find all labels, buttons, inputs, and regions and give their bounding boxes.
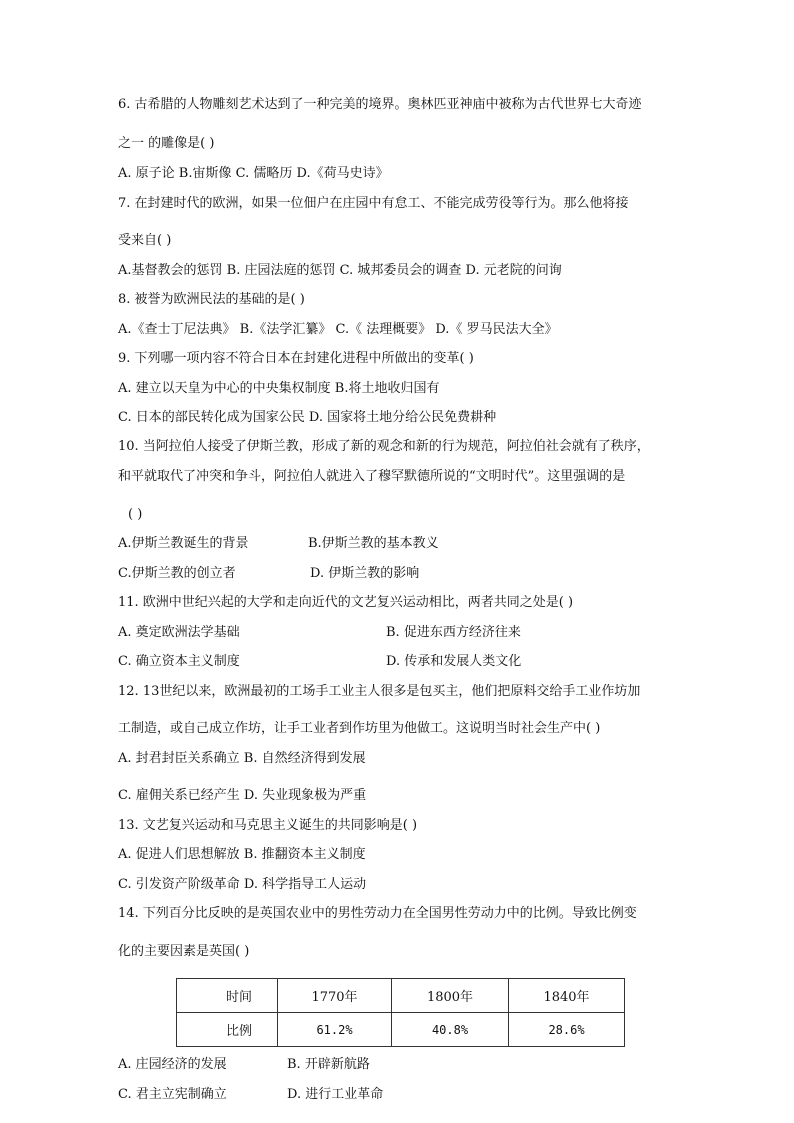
table-header-cell: 1840年 [509,979,625,1013]
q10-stem-line1: 10. 当阿拉伯人接受了伊斯兰教，形成了新的观念和新的行为规范，阿拉伯社会就有了秩序， [118,439,650,454]
q11-option-a: A. 奠定欧洲法学基础 [118,625,240,640]
table-cell: 28.6% [509,1013,625,1047]
q10-option-b: B.伊斯兰教的基本教义 [308,536,439,551]
table-cell: 比例 [177,1013,278,1047]
q13-stem: 13. 文艺复兴运动和马克思主义诞生的共同影响是( ) [118,818,418,833]
q7-stem-line1: 7. 在封建时代的欧洲，如果一位佃户在庄园中有怠工、不能完成劳役等行为。那么他将接 [118,196,629,211]
labor-ratio-table [176,978,625,1047]
q10-option-a: A.伊斯兰教诞生的背景 [118,536,249,551]
q11-option-b: B. 促进东西方经济往来 [386,625,521,640]
q12-stem-line1: 12. 13世纪以来，欧洲最初的工场手工业主人很多是包买主，他们把原料交给手工业作坊加 [118,684,641,699]
q10-option-c: C.伊斯兰教的创立者 [118,566,236,581]
q7-options: A.基督教会的惩罚 B. 庄园法庭的惩罚 C. 城邦委员会的调查 D. 元老院的问询 [118,263,562,278]
table-header-cell: 1800年 [392,979,509,1013]
q9-options-row1: A. 建立以天皇为中心的中央集权制度 B.将土地收归国有 [118,381,440,396]
table-cell: 61.2% [278,1013,392,1047]
q14-option-d: D. 进行工业革命 [287,1087,384,1102]
q12-options-row2: C. 雇佣关系已经产生 D. 失业现象极为严重 [118,788,367,803]
q10-option-d: D. 伊斯兰教的影响 [310,566,420,581]
q13-options-row2: C. 引发资产阶级革命 D. 科学指导工人运动 [118,877,367,892]
q12-stem-line2: 工制造，或自己成立作坊，让手工业者到作坊里为他做工。这说明当时社会生产中( ) [118,721,601,736]
q14-option-a: A. 庄园经济的发展 [118,1057,227,1072]
q6-options: A. 原子论 B.宙斯像 C. 儒略历 D.《荷马史诗》 [118,166,389,181]
q6-stem-line1: 6. 古希腊的人物雕刻艺术达到了一种完美的境界。奥林匹亚神庙中被称为古代世界七大奇迹 [118,97,642,112]
q14-stem-line1: 14. 下列百分比反映的是英国农业中的男性劳动力在全国男性劳动力中的比例。导致比例变 [118,906,637,921]
q14-stem-line2: 化的主要因素是英国( ) [118,944,250,959]
q13-options-row1: A. 促进人们思想解放 B. 推翻资本主义制度 [118,847,366,862]
table-header-cell: 时间 [177,979,278,1013]
q7-stem-line2: 受来自( ) [118,233,172,248]
q8-options: A.《查士丁尼法典》 B.《法学汇纂》 C.《 法理概要》 D.《 罗马民法大全》 [118,322,558,337]
q10-stem-line3: ( ) [128,507,143,522]
q11-option-d: D. 传承和发展人类文化 [386,654,522,669]
q11-option-c: C. 确立资本主义制度 [118,654,240,669]
q9-options-row2: C. 日本的部民转化成为国家公民 D. 国家将土地分给公民免费耕种 [118,410,497,425]
table-row [177,1013,625,1047]
q9-stem: 9. 下列哪一项内容不符合日本在封建化进程中所做出的变革( ) [118,351,474,366]
q8-stem: 8. 被誉为欧洲民法的基础的是( ) [118,292,305,307]
q12-options-row1: A. 封君封臣关系确立 B. 自然经济得到发展 [118,751,366,766]
table-cell: 40.8% [392,1013,509,1047]
q6-stem-line2: 之一 的雕像是( ) [118,136,215,151]
q10-stem-line2: 和平就取代了冲突和争斗，阿拉伯人就进入了穆罕默德所说的“文明时代”。这里强调的是 [118,469,626,484]
table-header-cell: 1770年 [278,979,392,1013]
table-header-row [177,979,625,1013]
q14-option-c: C. 君主立宪制确立 [118,1087,227,1102]
q11-stem: 11. 欧洲中世纪兴起的大学和走向近代的文艺复兴运动相比，两者共同之处是( ) [118,595,574,610]
q14-option-b: B. 开辟新航路 [287,1057,370,1072]
